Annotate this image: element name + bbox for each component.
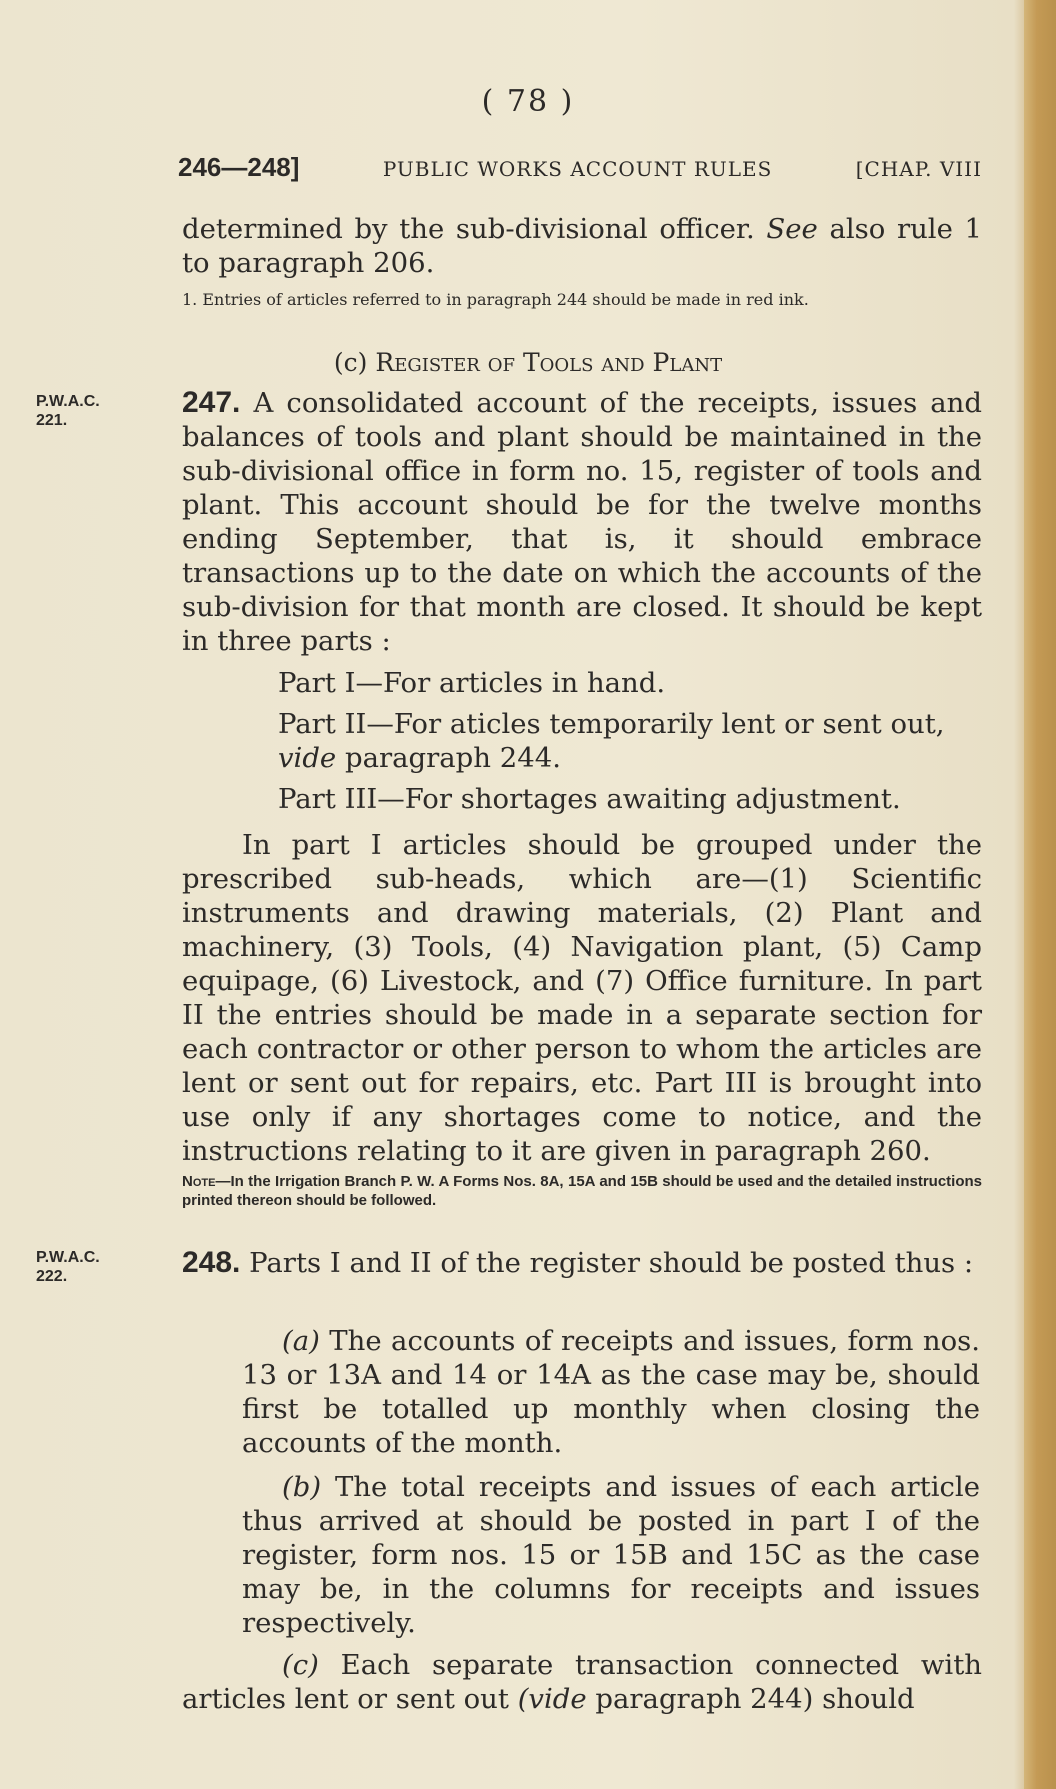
note-label: Note <box>182 1173 216 1190</box>
part-2-text-a: Part II—For aticles temporarily lent or sent out, <box>278 708 945 740</box>
clause-c-text-a: Each separate transaction connected with articles lent or sent out <box>182 1649 982 1715</box>
clause-b-label: (b) <box>282 1471 322 1503</box>
clause-a-text: The accounts of receipts and issues, form nos. 13 or 13A and 14 or 14A as the case may be, should first be totalled up monthly when closing the accounts of the month. <box>242 1325 980 1459</box>
margin-note-ref: P.W.A.C. <box>36 1249 100 1266</box>
footnote: 1. Entries of articles referred to in paragraph 244 should be made in red ink. <box>182 290 809 309</box>
page-number: ( 78 ) <box>481 84 575 119</box>
margin-note-222 <box>36 1248 146 1286</box>
margin-note-ref: P.W.A.C. <box>36 393 100 410</box>
part-2-text-b: paragraph 244. <box>344 742 561 774</box>
margin-note-221 <box>36 392 146 430</box>
section-heading <box>0 348 1056 377</box>
continuation-see: See <box>766 213 818 245</box>
paragraph-248 <box>182 1246 982 1280</box>
clause-c-label: (c) <box>282 1649 319 1681</box>
note-text: —In the Irrigation Branch P. W. A Forms Nos. 8A, 15A and 15B should be used and the detailed instructions printed thereon should be followed. <box>182 1173 982 1209</box>
part-1: Part I—For articles in hand. <box>278 667 666 699</box>
clause-b <box>242 1470 980 1640</box>
paragraph-247-number: 247. <box>182 386 241 419</box>
part-2-vide: vide <box>278 742 337 774</box>
continuation-text-a: determined by the sub-divisional officer. <box>182 213 755 245</box>
paragraph-247-text2: In part I articles should be grouped under the prescribed sub-heads, which are—(1) Scientific instruments and drawing materials, (2) Plant and machinery, (3) Tools, (4) Navigation plant, (5) Camp equipage, (6) Livestock, and (7) Office furniture. In part II the entries should be made in a separate section for each contractor or other person to whom the articles are lent or sent out for repairs, etc. Part III is brought into use only if any shortages come to notice, and the instructions relating to it are given in paragraph 260. <box>182 829 982 1167</box>
part-3: Part III—For shortages awaiting adjustment. <box>278 783 901 815</box>
paragraph-247-text: A consolidated account of the receipts, issues and balances of tools and plant should be maintained in the sub-divisional office in form no. 15, register of tools and plant. This account should be for the twelve months ending September, that is, it should embrace transactions up to the date on which the accounts of the sub-division for that month are closed. It should be kept in three parts : <box>182 387 982 657</box>
margin-note-num: 221. <box>36 412 68 429</box>
running-head-chapter: [CHAP. VIII <box>855 157 982 181</box>
clause-c-text-b: paragraph 244) should <box>595 1683 915 1715</box>
margin-note-num: 222. <box>36 1268 68 1285</box>
clause-b-text: The total receipts and issues of each article thus arrived at should be posted in part I of the register, form nos. 15 or 15B and 15C as the case may be, in the columns for receipts and issues respectively. <box>242 1471 981 1639</box>
continuation-paragraph <box>182 212 982 280</box>
paragraph-247 <box>182 386 982 658</box>
running-head-range: 246—248] <box>178 152 300 182</box>
part-2 <box>182 707 982 775</box>
paragraph-248-text: Parts I and II of the register should be posted thus : <box>249 1247 974 1279</box>
note <box>182 1172 982 1210</box>
paragraph-248-number: 248. <box>182 1246 241 1279</box>
clause-a-label: (a) <box>282 1325 320 1357</box>
clause-a <box>242 1324 980 1460</box>
section-heading-title: Register of Tools and Plant <box>375 348 723 377</box>
section-heading-letter: (c) <box>333 348 368 377</box>
running-head <box>178 152 982 183</box>
parts-list <box>182 666 982 816</box>
running-head-title: PUBLIC WORKS ACCOUNT RULES <box>382 157 773 181</box>
continuation-text-b: also rule 1 to paragraph 206. <box>182 213 983 279</box>
clause-c <box>182 1648 982 1716</box>
clause-c-vide: (vide <box>517 1683 587 1715</box>
book-spine-edge <box>1024 0 1056 1789</box>
paragraph-247-continued <box>182 828 982 1168</box>
